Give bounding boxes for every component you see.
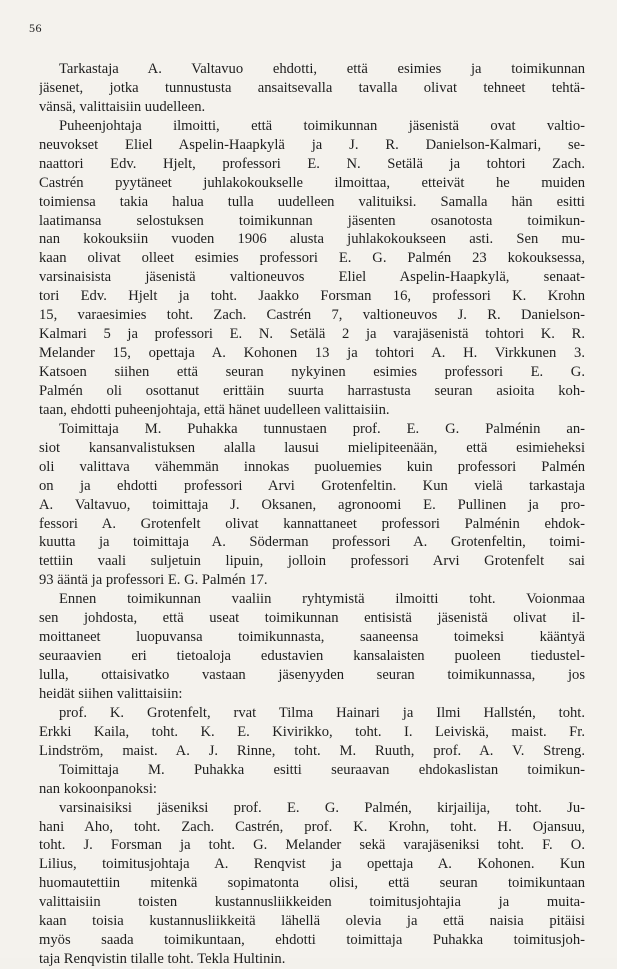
text-line: toimiensa takia halua tulla uudelleen valituiksi. Samalla hän esitti	[39, 193, 585, 210]
text-line: Lilius, toimitusjohtaja A. Renqvist ja opettaja A. Kohonen. Kun	[39, 856, 585, 873]
text-line: heidät siihen valittaisiin:	[39, 685, 183, 702]
text-line: Toimittaja M. Puhakka tunnustaen prof. E. G. Palménin an-	[59, 420, 585, 437]
text-line: kaan olivat olleet esimies professori E. G. Palmén 23 kokouksessa,	[39, 250, 585, 267]
text-line: toht. J. Forsman ja toht. G. Melander sekä varajäseniksi toht. F. O.	[39, 837, 585, 854]
text-line: Tarkastaja A. Valtavuo ehdotti, että esimies ja toimikunnan	[59, 61, 585, 77]
text-line: siot kansanvalistuksen alalla lausui mielipiteenään, että esimieheksi	[39, 439, 585, 456]
text-line: Kalmari 5 ja professori E. N. Setälä 2 ja varajäsenistä tohtori K. R.	[39, 326, 585, 343]
text-line: naattori Edv. Hjelt, professori E. N. Setälä ja tohtori Zach.	[39, 155, 585, 172]
text-line: Puheenjohtaja ilmoitti, että toimikunnan jäsenistä ovat valtio-	[59, 117, 585, 134]
text-line: Ennen toimikunnan vaaliin ryhtymistä ilmoitti toht. Voionmaa	[59, 591, 585, 608]
text-line: lulla, ottaisivatko vastaan jäsenyyden seuran toimikunnassa, jos	[39, 667, 585, 683]
text-line: prof. K. Grotenfelt, rvat Tilma Hainari ja Ilmi Hallstén, toht.	[59, 704, 585, 721]
text-line: kuutta ja toimittaja A. Söderman professori A. Grotenfeltin, toimi-	[39, 534, 585, 551]
text-line: varsinaisista jäsenistä valtioneuvos Eliel Aspelin-Haapkylä, senaat-	[39, 269, 585, 286]
text-line: Lindström, maist. A. J. Rinne, toht. M. Ruuth, prof. A. V. Streng.	[39, 742, 585, 759]
text-line: fessori A. Grotenfelt olivat kannattaneet professori Palménin ehdok-	[39, 515, 585, 532]
text-line: nan kokouksiin vuoden 1906 alusta juhlakokoukseen asti. Sen mu-	[39, 231, 585, 248]
text-line: Katsoen siihen että seuran nykyinen esimies professori E. G.	[39, 364, 585, 380]
text-line: seuraavien eri tietoaloja edustavien kansalaisten puoleen tiedustel-	[39, 648, 585, 665]
text-line: Toimittaja M. Puhakka esitti seuraavan ehdokaslistan toimikun-	[59, 761, 585, 778]
text-line: sen johdosta, että useat toimikunnan entisistä jäsenistä olivat il-	[39, 610, 585, 627]
text-line: Palmén oli osottanut erittäin suurta harrastusta seuran asioita koh-	[39, 382, 585, 399]
text-line: laatimansa selostuksen toimikunnan jäsenten osanotosta toimikun-	[39, 212, 585, 229]
text-line: varsinaisiksi jäseniksi prof. E. G. Palmén, kirjailija, toht. Ju-	[59, 799, 585, 816]
text-line: A. Valtavuo, toimittaja J. Oksanen, agronoomi E. Pullinen ja pro-	[39, 496, 585, 513]
text-line: taja Renqvistin tilalle toht. Tekla Hultinin.	[39, 951, 286, 968]
text-line: valittaisiin toisten kustannusliikkeiden toimitusjohtajia ja muita-	[39, 894, 585, 911]
text-line: Erkki Kaila, toht. K. E. Kivirikko, toht. I. Leiviskä, maist. Fr.	[39, 723, 585, 740]
text-line: vänsä, valittaisiin uudelleen.	[39, 98, 206, 115]
text-line: 15, varaesimies toht. Zach. Castrén 7, valtioneuvos J. R. Danielson-	[39, 307, 585, 324]
text-line: oli valittava vähemmän innokas puoluemies kuin professori Palmén	[39, 458, 585, 475]
text-line: 93 ääntä ja professori E. G. Palmén 17.	[39, 572, 268, 589]
text-line: tori Edv. Hjelt ja toht. Jaakko Forsman 16, professori K. Krohn	[39, 288, 585, 305]
text-line: neuvokset Eliel Aspelin-Haapkylä ja J. R. Danielson-Kalmari, se-	[39, 136, 585, 153]
text-line: jäsenet, jotka tunnustusta ansaitsevalla tavalla olivat tehneet tehtä-	[39, 79, 585, 96]
text-line: huomautettiin mitenkä sopimatonta olisi, että seuran toimikuntaan	[39, 875, 585, 892]
text-line: on ja ehdotti professori Arvi Grotenfeltin. Kun vielä tarkastaja	[39, 477, 585, 494]
text-line: tettiin vaali suljetuin lipuin, jolloin professori Arvi Grotenfelt sai	[39, 553, 585, 570]
text-line: taan, ehdotti puheenjohtaja, että hänet uudelleen valittaisiin.	[39, 401, 390, 418]
body-text	[39, 60, 585, 969]
text-line: moittaneet luopuvansa toimikunnasta, saaneensa toimeksi kääntyä	[39, 629, 585, 646]
text-line: Melander 15, opettaja A. Kohonen 13 ja tohtori A. H. Virkkunen 3.	[39, 345, 585, 362]
text-line: Castrén pyytäneet juhlakokoukselle ilmoittaa, etteivät he muiden	[39, 174, 585, 191]
text-line: hani Aho, toht. Zach. Castrén, prof. K. Krohn, toht. H. Ojansuu,	[39, 818, 585, 835]
text-line: myös saada toimikuntaan, ehdotti toimittaja Puhakka toimitusjoh-	[39, 932, 585, 949]
text-line: kaan toisia kustannusliikkeitä lähellä olevia ja että naisia pitäisi	[39, 913, 585, 930]
page-number: 56	[29, 21, 42, 35]
text-line: nan kokoonpanoksi:	[39, 780, 157, 797]
